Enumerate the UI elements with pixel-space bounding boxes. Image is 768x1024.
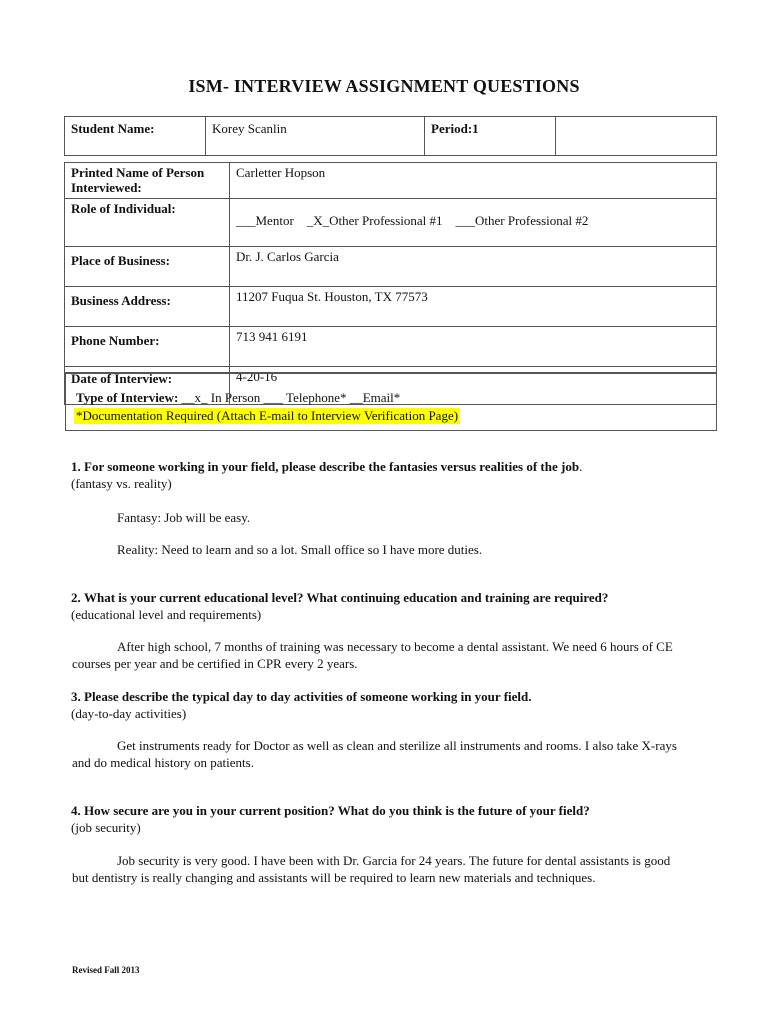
student-name-label: Student Name: (65, 117, 206, 156)
answer-4: Job security is very good. I have been with Dr. Garcia for 24 years. The future for dental assistants is good but dentistry is really changing and assistants will be required to learn new materials and techniques. (72, 853, 671, 885)
place-label: Place of Business: (65, 247, 230, 287)
phone-label: Phone Number: (65, 327, 230, 367)
place-value: Dr. J. Carlos Garcia (230, 247, 717, 287)
question-4-text: How secure are you in your current position? What do you think is the future of your field? (84, 803, 590, 818)
question-1-number: 1. (71, 459, 81, 474)
documentation-note: *Documentation Required (Attach E-mail to Interview Verification Page) (76, 408, 459, 423)
answer-2: After high school, 7 months of training was necessary to become a dental assistant. We need 6 hours of CE courses per year and be certified in CPR every 2 years. (72, 639, 673, 671)
question-3-number: 3. (71, 689, 81, 704)
address-label: Business Address: (65, 287, 230, 327)
date-value: 4-20-16 (230, 367, 717, 405)
phone-value: 713 941 6191 (230, 327, 717, 367)
interview-type-line (76, 390, 400, 406)
question-1-trail: . (579, 459, 583, 474)
answer-1-reality: Reality: Need to learn and so a lot. Small office so I have more duties. (117, 542, 483, 557)
question-4-sub: (job security) (71, 820, 141, 835)
interview-type-options: __x_ In Person ___ Telephone* __Email* (181, 390, 401, 405)
question-3-text: Please describe the typical day to day activities of someone working in your field. (84, 689, 532, 704)
question-2 (71, 590, 608, 623)
question-1-text: For someone working in your field, please describe the fantasies versus realities of the job (84, 459, 580, 474)
question-4 (71, 803, 590, 836)
answer-1-fantasy: Fantasy: Job will be easy. (117, 510, 251, 525)
question-4-number: 4. (71, 803, 81, 818)
question-3 (71, 689, 532, 722)
role-label: Role of Individual: (65, 199, 230, 247)
period-label: Period:1 (425, 117, 556, 156)
address-value: 11207 Fuqua St. Houston, TX 77573 (230, 287, 717, 327)
interview-type-box (65, 372, 717, 431)
question-1 (71, 459, 582, 492)
date-label: Date of Interview: (65, 367, 230, 405)
interview-type-label: Type of Interview: (76, 390, 179, 405)
answer-3: Get instruments ready for Doctor as well as clean and sterilize all instruments and rooms. I also take X-rays and do medical history on patients. (72, 738, 677, 770)
student-name-value: Korey Scanlin (206, 117, 425, 156)
page-title: ISM- INTERVIEW ASSIGNMENT QUESTIONS (188, 76, 580, 96)
question-1-sub: (fantasy vs. reality) (71, 476, 172, 491)
question-3-sub: (day-to-day activities) (71, 706, 187, 721)
period-value (556, 117, 717, 156)
question-2-text: What is your current educational level? What continuing education and training are required? (84, 590, 609, 605)
revision-footer: Revised Fall 2013 (72, 965, 140, 975)
printed-name-label: Printed Name of Person Interviewed: (65, 163, 230, 199)
printed-name-value: Carletter Hopson (230, 163, 717, 199)
interview-info-table (64, 162, 717, 405)
question-2-number: 2. (71, 590, 81, 605)
role-value: ___Mentor _X_Other Professional #1 ___Other Professional #2 (230, 199, 717, 247)
question-2-sub: (educational level and requirements) (71, 607, 262, 622)
student-table (64, 116, 717, 156)
